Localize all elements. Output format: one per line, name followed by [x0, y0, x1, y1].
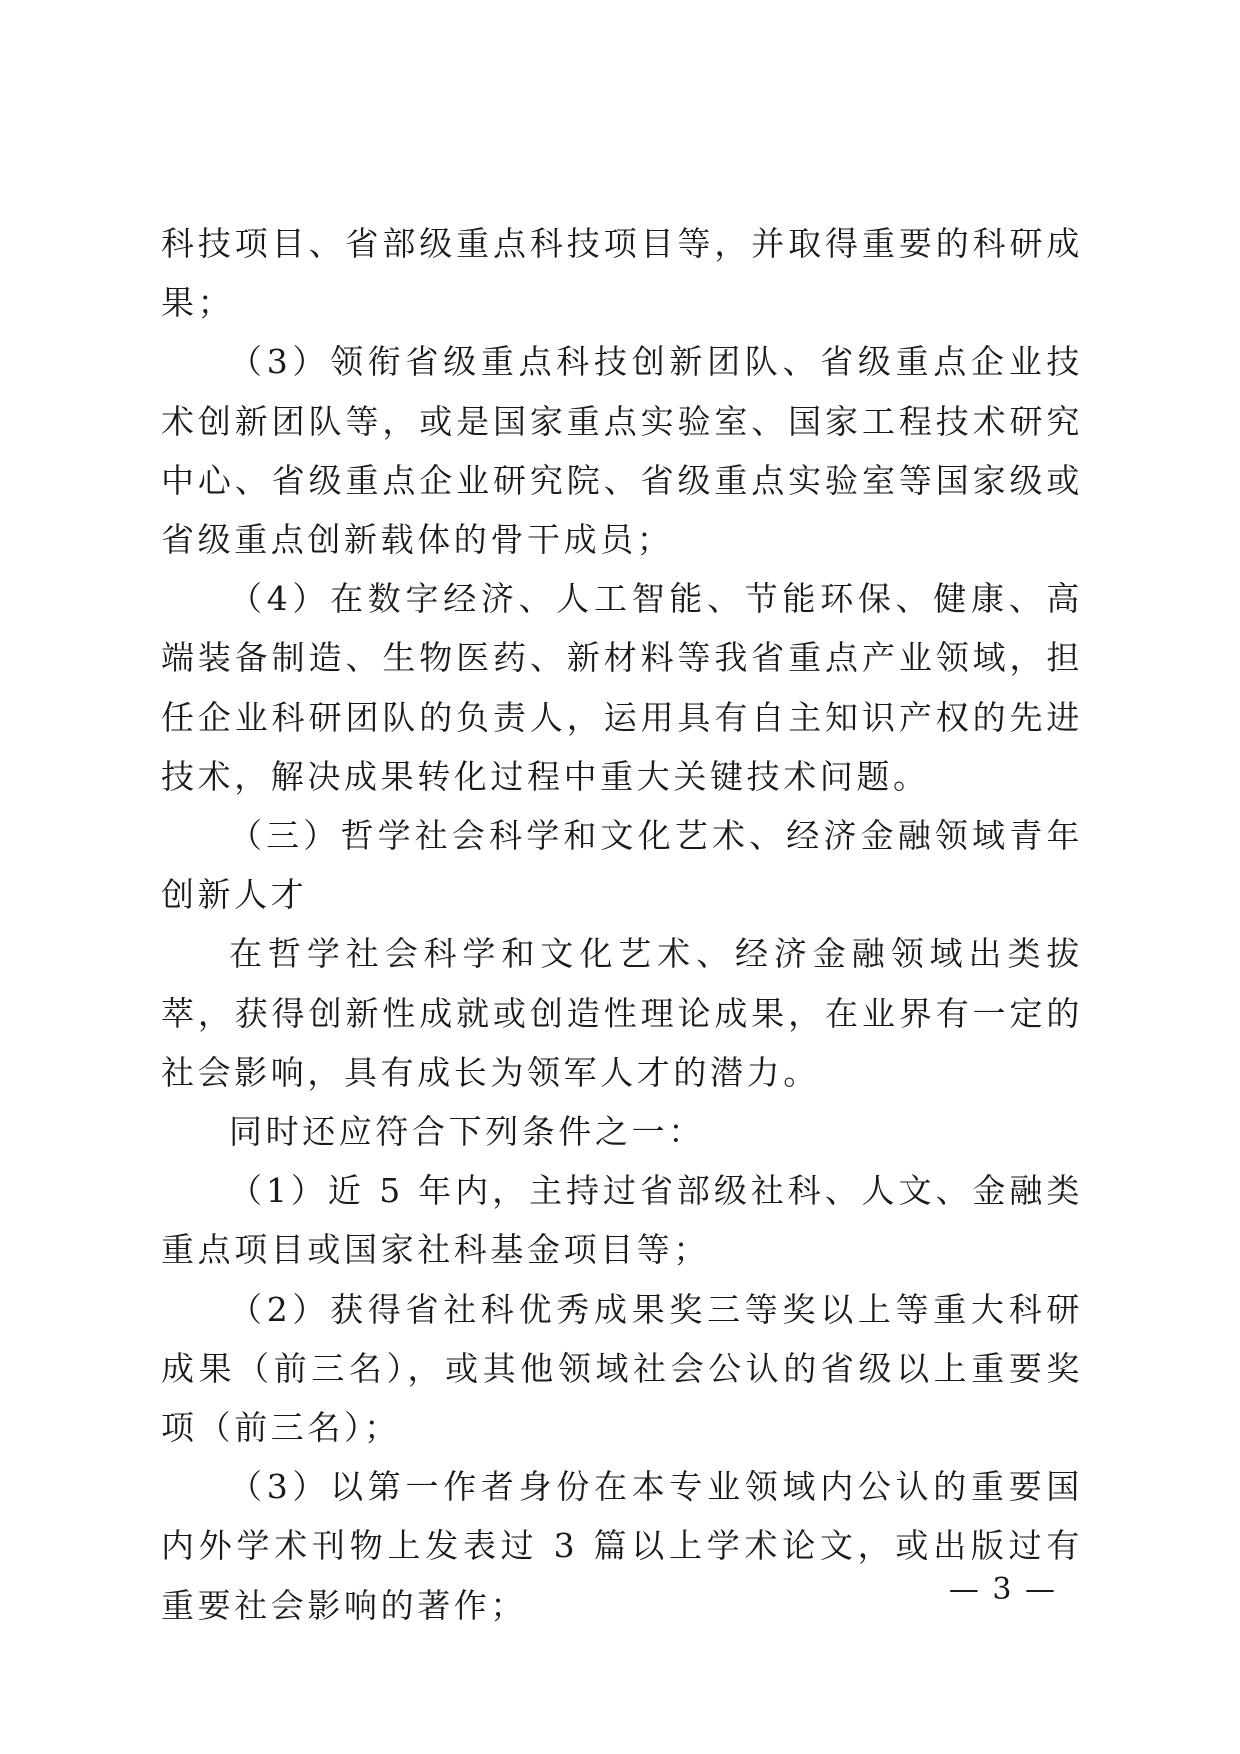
paragraph-item-3-innovation-team: （3）领衔省级重点科技创新团队、省级重点企业技术创新团队等，或是国家重点实验室、国家工程技术研究中心、省级重点企业研究院、省级重点实验室等国家级或省级重点创新载体的骨干成员；: [161, 342, 1083, 560]
paragraph-continuation: 科技项目、省部级重点科技项目等，并取得重要的科研成果；: [161, 224, 1083, 323]
paragraph-item-4-industry-field: （4）在数字经济、人工智能、节能环保、健康、高端装备制造、生物医药、新材料等我省重点产业领域，担任企业科研团队的负责人，运用具有自主知识产权的先进技术，解决成果转化过程中重大关键技术问题。: [161, 579, 1083, 796]
paragraph-conditions-intro: 同时还应符合下列条件之一：: [229, 1112, 705, 1152]
section-heading-social-science: （三）哲学社会科学和文化艺术、经济金融领域青年创新人才: [161, 816, 1083, 915]
page-number: — 3 —: [948, 1572, 1057, 1607]
paragraph-social-science-description: 在哲学社会科学和文化艺术、经济金融领域出类拔萃，获得创新性成就或创造性理论成果，在业界有一定的社会影响，具有成长为领军人才的潜力。: [161, 934, 1083, 1092]
paragraph-condition-1: （1）近 5 年内，主持过省部级社科、人文、金融类重点项目或国家社科基金项目等；: [161, 1171, 1083, 1270]
paragraph-condition-2: （2）获得省社科优秀成果奖三等奖以上等重大科研成果（前三名），或其他领域社会公认的省级以上重要奖项（前三名）；: [161, 1289, 1083, 1448]
document-body: [161, 214, 1083, 1635]
paragraph-condition-3: （3）以第一作者身份在本专业领域内公认的重要国内外学术刊物上发表过 3 篇以上学术论文，或出版过有重要社会影响的著作；: [161, 1467, 1083, 1625]
